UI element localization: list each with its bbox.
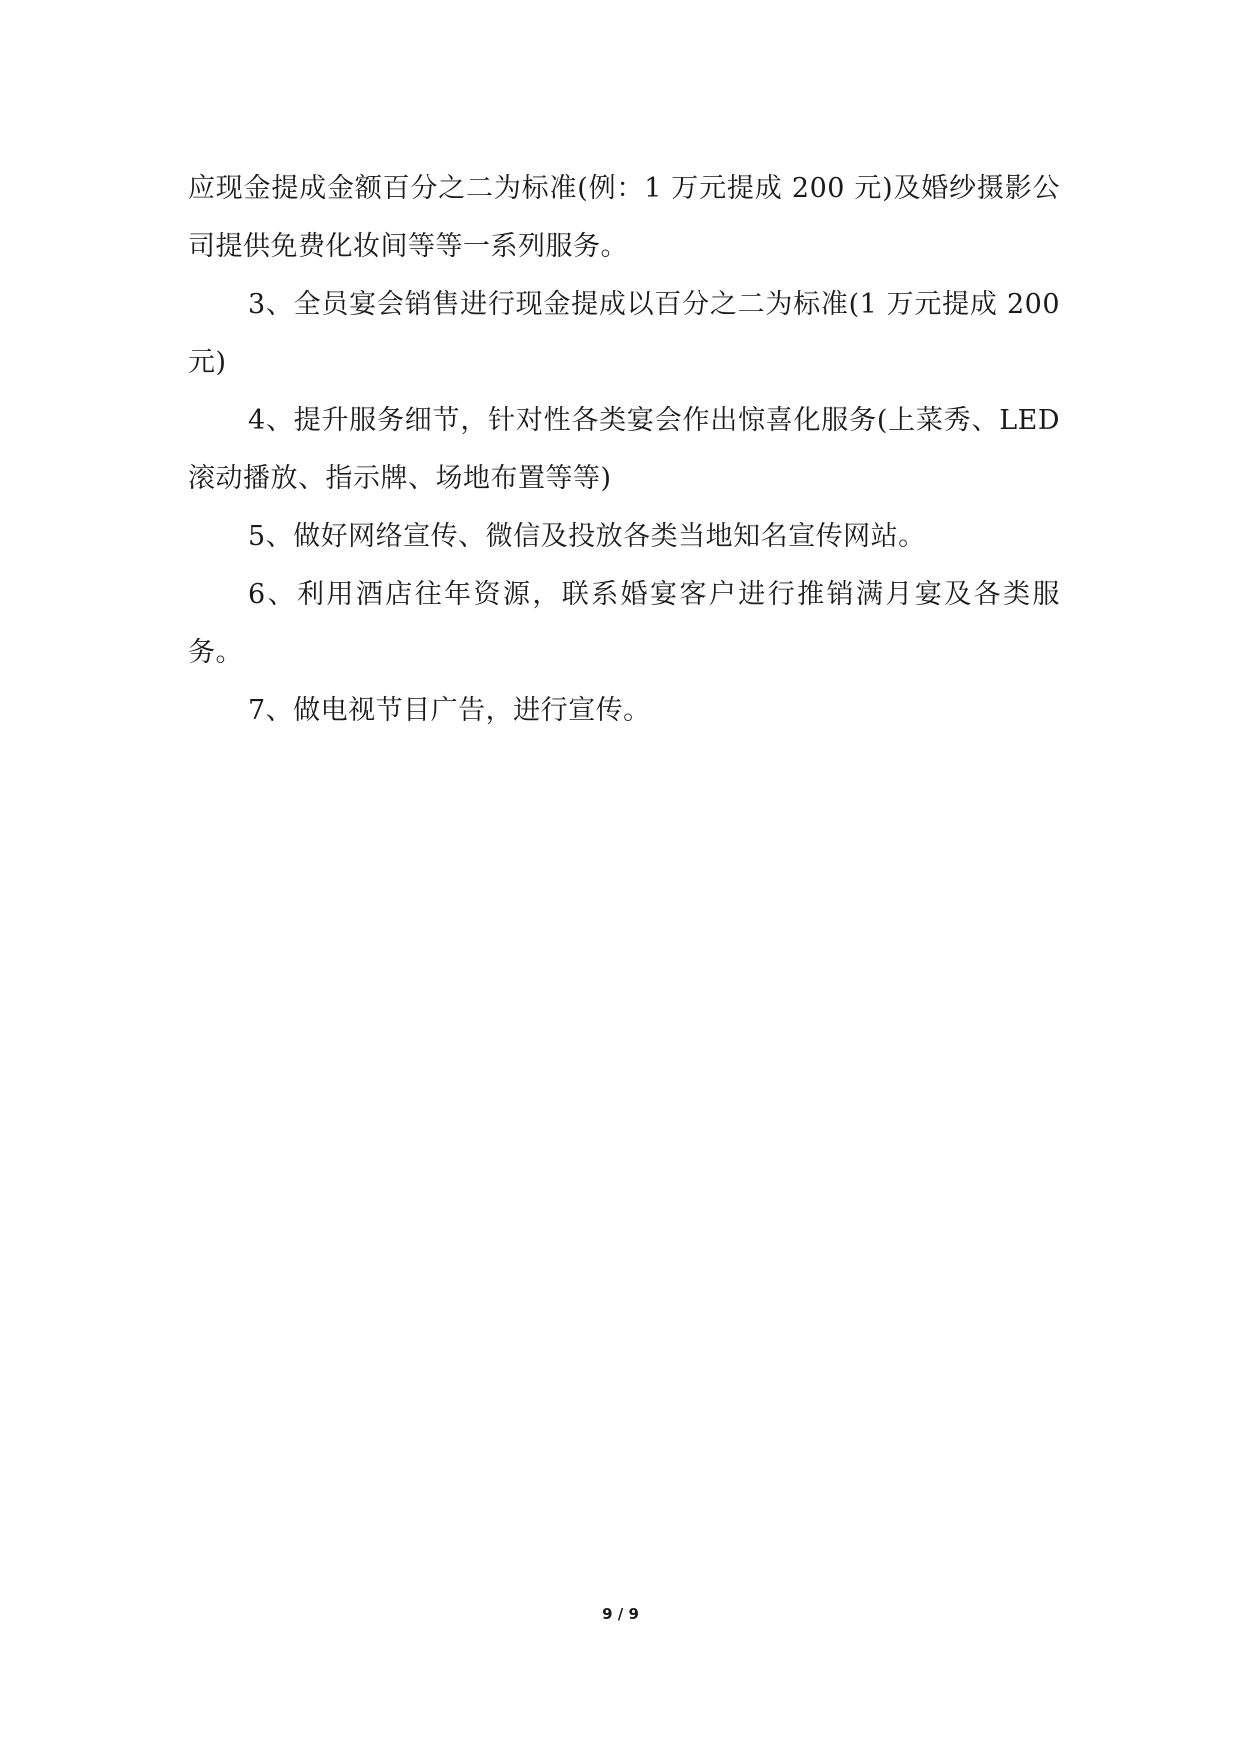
paragraph-continuation: 应现金提成金额百分之二为标准(例：1 万元提成 200 元)及婚纱摄影公司提供免费化妆间等等一系列服务。 [188, 173, 1060, 262]
document-body [188, 160, 1060, 740]
paragraph-item-4: 4、提升服务细节，针对性各类宴会作出惊喜化服务(上菜秀、LED 滚动播放、指示牌、场地布置等等) [188, 405, 1060, 494]
paragraph-item-6: 6、利用酒店往年资源，联系婚宴客户进行推销满月宴及各类服务。 [188, 579, 1060, 668]
paragraph-item-5: 5、做好网络宣传、微信及投放各类当地知名宣传网站。 [248, 521, 926, 552]
paragraph-item-3: 3、全员宴会销售进行现金提成以百分之二为标准(1 万元提成 200 元) [188, 289, 1060, 378]
paragraph-item-7: 7、做电视节目广告，进行宣传。 [248, 695, 651, 726]
page-number: 9 / 9 [602, 1605, 639, 1623]
